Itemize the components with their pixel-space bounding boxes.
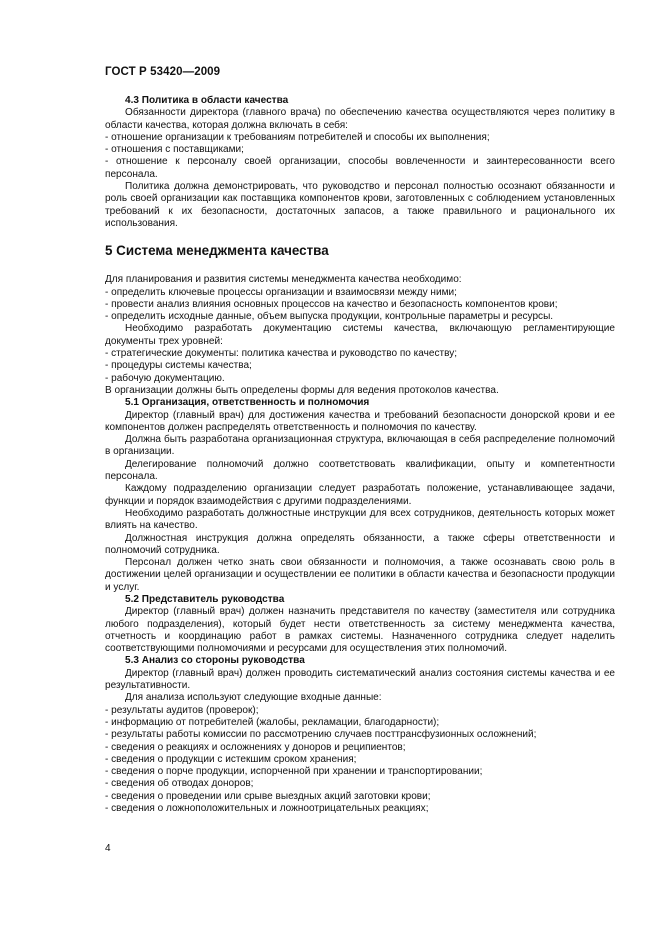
paragraph: Персонал должен четко знать свои обязанности и полномочия, а также осознавать свою роль в достижении целей организации и осуществлении ее политики в области качества и безопасности продукции и услуг. xyxy=(105,557,615,593)
paragraph: Необходимо разработать должностные инструкции для всех сотрудников, деятельность которых может влиять на качество. xyxy=(105,507,615,532)
paragraph: Должна быть разработана организационная структура, включающая в себя распределение полномочий в организации. xyxy=(105,434,615,458)
document-body xyxy=(105,95,615,815)
list-item: Для планирования и развития системы менеджмента качества необходимо: xyxy=(105,274,462,286)
paragraph: Директор (главный врач) должен назначить представителя по качеству (заместителя или сотрудника любого подразделения), который будет нести ответственность за систему менеджмента качества, отчетность и координацию работ в рамках системы. Назначенного сотрудника следует наделить соответствующими полномочиями и ресурсами для осуществления этих полномочий. xyxy=(105,606,615,655)
list-item: - определить исходные данные, объем выпуска продукции, контрольные параметры и ресурсы. xyxy=(105,311,554,323)
list-item: - сведения о реакциях и осложнениях у доноров и реципиентов; xyxy=(105,741,406,753)
list-item: - отношение организации к требованиям потребителей и способы их выполнения; xyxy=(105,131,490,143)
list-item: - результаты аудитов (проверок); xyxy=(105,704,259,716)
paragraph: Каждому подразделению организации следует разработать положение, устанавливающее задачи, функции и порядок взаимодействия с другими подразделениями. xyxy=(105,483,615,507)
page-number: 4 xyxy=(105,843,111,854)
paragraph: Делегирование полномочий должно соответствовать квалификации, опыту и компетентности персонала. xyxy=(105,458,615,483)
list-item: - сведения о продукции с истекшим сроком хранения; xyxy=(105,753,357,765)
paragraph: Для анализа используют следующие входные данные: xyxy=(125,692,382,704)
list-item: - стратегические документы: политика качества и руководство по качеству; xyxy=(105,348,458,360)
list-item: - результаты работы комиссии по рассмотрению случаев посттрансфузионных осложнений; xyxy=(105,729,537,741)
list-item: - сведения об отводах доноров; xyxy=(105,778,254,790)
list-item: - сведения о проведении или срыве выездных акций заготовки крови; xyxy=(105,790,431,802)
paragraph: Политика должна демонстрировать, что руководство и персонал полностью осознают обязанности и роль своей организации как поставщика компонентов крови, заготовленных с соблюдением установленных требований к их безопасности, достаточных запасов, а также правильного и рационального их использования. xyxy=(105,181,615,229)
list-item: - рабочую документацию. xyxy=(105,372,225,384)
list-item: - провести анализ влияния основных процессов на качество и безопасность компонентов крови; xyxy=(105,298,558,310)
list-item: - отношения с поставщиками; xyxy=(105,144,244,156)
list-item: - сведения о ложноположительных и ложноотрицательных реакциях; xyxy=(105,803,429,815)
paragraph: Директор (главный врач) для достижения качества и требований безопасности донорской крови и ее компонентов должен распределять ответственность и полномочия по качеству. xyxy=(105,409,615,433)
list-item: - информацию от потребителей (жалобы, рекламации, благодарности); xyxy=(105,716,440,728)
list-item: - определить ключевые процессы организации и взаимосвязи между ними; xyxy=(105,286,457,298)
subsection-heading: 4.3 Политика в области качества xyxy=(125,95,289,106)
paragraph: Необходимо разработать документацию системы качества, включающую регламентирующие документы трех уровней: xyxy=(105,323,615,347)
subsection-heading: 5.1 Организация, ответственность и полномочия xyxy=(125,397,370,409)
section-heading: 5 Система менеджмента качества xyxy=(105,243,329,259)
subsection-heading: 5.3 Анализ со стороны руководства xyxy=(125,655,305,667)
subsection-heading: 5.2 Представитель руководства xyxy=(125,593,285,605)
paragraph: Директор (главный врач) должен проводить систематический анализ состояния системы качества и ее результативности. xyxy=(105,667,615,692)
paragraph: Должностная инструкция должна определять обязанности, а также сферы ответственности и полномочий сотрудника. xyxy=(105,532,615,556)
list-item: - сведения о порче продукции, испорченной при хранении и транспортировании; xyxy=(105,766,483,778)
list-item: - процедуры системы качества; xyxy=(105,360,252,372)
list-item: В организации должны быть определены формы для ведения протоколов качества. xyxy=(105,384,499,396)
list-item: - отношение к персоналу своей организации, способы вовлеченности и заинтересованности всего персонала. xyxy=(105,156,615,180)
paragraph: Обязанности директора (главного врача) по обеспечению качества осуществляются через политику в области качества, которая должна включать в себя: xyxy=(105,107,615,131)
running-header: ГОСТ Р 53420—2009 xyxy=(105,66,221,78)
